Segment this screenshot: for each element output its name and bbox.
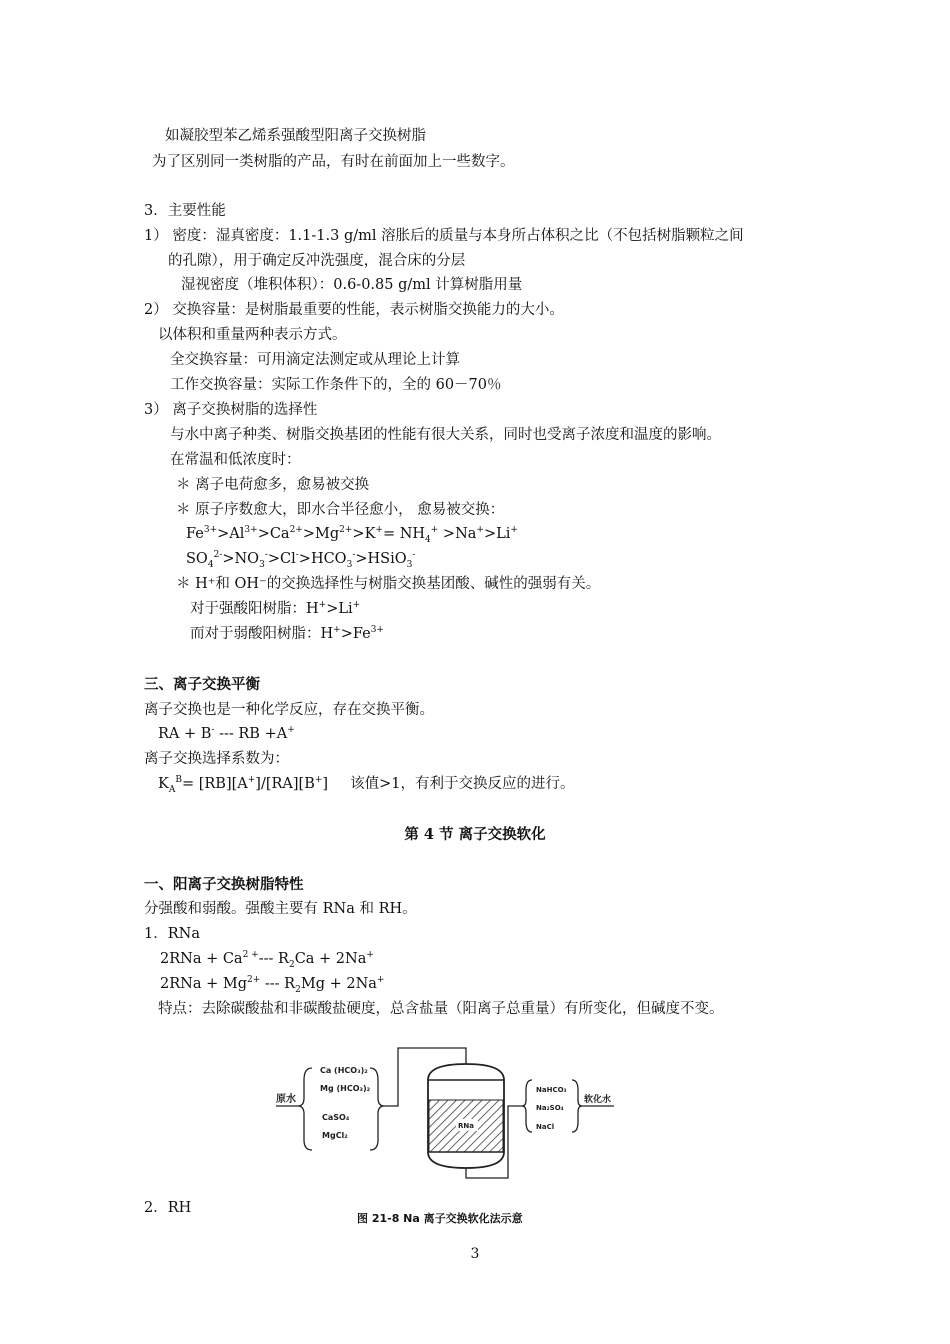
- text-line: 离子交换也是一种化学反应，存在交换平衡。: [144, 702, 434, 718]
- bullet-line: ＊ 离子电荷愈多，愈易被交换: [176, 477, 370, 493]
- equation: RA + B- --- RB +A+: [158, 725, 295, 742]
- numbered-heading: 1．RNa: [144, 926, 200, 942]
- outlet-label: 软化水: [584, 1095, 612, 1105]
- bullet-line: ＊ 原子序数愈大，即水合半径愈小， 愈易被交换：: [176, 502, 505, 518]
- in-salt-label: CaSO₄: [322, 1113, 350, 1122]
- cation-series: $Fe^{3+}>Al^{3+}>Ca^{2+}>Mg^{2+}>K^+= NH_4^+ >Na^+>Li^+$: [186, 525, 518, 545]
- text-line: 1） 密度：湿真密度：1.1-1.3 g/ml 溶胀后的质量与本身所占体积之比（不包括树脂颗粒之间: [144, 228, 744, 244]
- figure-caption: 图 21-8 Na 离子交换软化法示意: [357, 1212, 523, 1225]
- text-line: 2） 交换容量：是树脂最重要的性能，表示树脂交换能力的大小。: [144, 302, 564, 318]
- in-salt-label: Ca (HCO₃)₂: [320, 1066, 368, 1075]
- text-line: 工作交换容量：实际工作条件下的，全的 60－70％: [170, 377, 502, 393]
- outlet-brace-right: [572, 1080, 582, 1132]
- text-line: 如凝胶型苯乙烯系强酸型阳离子交换树脂: [165, 128, 426, 144]
- text-line: 分强酸和弱酸。强酸主要有 RNa 和 RH。: [144, 901, 417, 917]
- out-salt-label: NaHCO₃: [536, 1086, 567, 1094]
- page-number: 3: [470, 1246, 480, 1262]
- text-line: 在常温和低浓度时：: [170, 452, 301, 468]
- text-line: 离子交换选择系数为：: [144, 751, 289, 767]
- text-line: 3） 离子交换树脂的选择性: [144, 402, 318, 418]
- in-salt-label: MgCl₂: [322, 1131, 348, 1140]
- text-line: 与水中离子种类、树脂交换基团的性能有很大关系，同时也受离子浓度和温度的影响。: [170, 427, 721, 443]
- text-line: 对于强酸阳树脂：H+>Li+: [190, 600, 361, 617]
- equation: $K_A^B= [RB][A^+]/[RA][B^+]$ 该值>1，有利于交换反应的进行。: [158, 775, 575, 795]
- outlet-brace: [522, 1080, 532, 1132]
- text-line: 全交换容量：可用滴定法测定或从理论上计算: [170, 352, 460, 368]
- out-salt-label: NaCl: [536, 1123, 555, 1131]
- out-salt-label: Na₂SO₄: [536, 1104, 564, 1112]
- text-line: 以体积和重量两种表示方式。: [158, 327, 347, 343]
- section-heading: 三、离子交换平衡: [144, 676, 260, 693]
- text-line: 而对于弱酸阳树脂：$H^+>Fe^{3+}$: [190, 625, 384, 642]
- inlet-brace: [298, 1068, 312, 1150]
- text-line: 特点：去除碳酸盐和非碳酸盐硬度，总含盐量（阳离子总重量）有所变化，但碱度不变。: [158, 1001, 724, 1017]
- text-line: 的孔隙），用于确定反冲洗强度，混合床的分层: [168, 253, 466, 269]
- bullet-line: ＊ H⁺和 OH⁻的交换选择性与树脂交换基团酸、碱性的强弱有关。: [176, 576, 601, 592]
- anion-series: $SO_4^{2-}>NO_3^->Cl^->HCO_3^->HSiO_3^-$: [186, 550, 416, 570]
- section-heading: 一、阳离子交换树脂特性: [144, 876, 304, 893]
- equation: $2RNa + Ca^{2 +}---$ $R_2Ca + 2Na^+$: [160, 950, 374, 970]
- inlet-brace-right: [370, 1068, 384, 1150]
- resin-label: RNa: [458, 1122, 474, 1130]
- chapter-title: 第 4 节 离子交换软化: [404, 826, 546, 843]
- text-line: 湿视密度（堆积体积）：0.6-0.85 g/ml 计算树脂用量: [181, 277, 523, 293]
- inlet-label: 原水: [276, 1094, 296, 1105]
- numbered-heading: 2．RH: [144, 1200, 192, 1216]
- equation: $2RNa + Mg^{2+}$ --- $R_2Mg + 2Na^+$: [160, 975, 385, 995]
- in-salt-label: Mg (HCO₃)₂: [320, 1084, 371, 1093]
- numbered-heading: 3．主要性能: [144, 203, 226, 219]
- text-line: 为了区别同一类树脂的产品，有时在前面加上一些数字。: [152, 154, 515, 170]
- na-softening-diagram: [270, 1040, 640, 1210]
